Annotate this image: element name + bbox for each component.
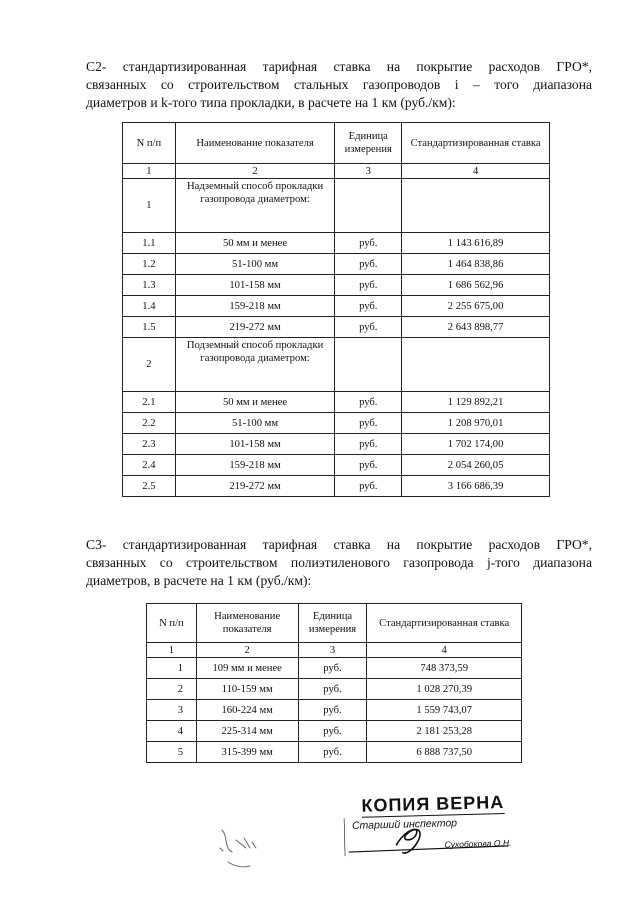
table-group-row <box>123 179 550 233</box>
c3-description <box>86 536 592 590</box>
row-name: 110-159 мм <box>196 679 298 700</box>
table-row <box>123 413 550 434</box>
table-header-row <box>123 123 550 164</box>
c2-rates-table <box>122 122 550 497</box>
index-cell: 3 <box>335 164 402 179</box>
row-unit: руб. <box>335 275 402 296</box>
row-name: 101-158 мм <box>175 275 335 296</box>
table-row <box>123 455 550 476</box>
stamp-role: Старший инспектор <box>351 817 458 832</box>
row-unit: руб. <box>335 254 402 275</box>
header-unit: Единица измерения <box>335 123 402 164</box>
row-num: 1.2 <box>123 254 176 275</box>
certification-stamp <box>343 792 513 858</box>
index-cell: 4 <box>367 643 522 658</box>
row-value: 6 888 737,50 <box>367 742 522 763</box>
c3-text-line-1: С3- стандартизированная тарифная ставка на покрытие расходов ГРО*, <box>86 537 592 552</box>
c3-text-line-3: диаметров, в расчете на 1 км (руб./км): <box>86 573 312 588</box>
row-unit: руб. <box>335 296 402 317</box>
row-value: 1 559 743,07 <box>367 700 522 721</box>
row-unit: руб. <box>298 679 367 700</box>
row-num: 3 <box>147 700 197 721</box>
c3-text-line-2: связанных со строительством полиэтиленового газопровода j-того диапазона <box>86 555 592 570</box>
row-name: 315-399 мм <box>196 742 298 763</box>
row-value: 1 208 970,01 <box>402 413 550 434</box>
index-cell: 2 <box>196 643 298 658</box>
empty-cell <box>402 338 550 392</box>
table-row <box>123 317 550 338</box>
table-index-row <box>147 643 522 658</box>
empty-cell <box>335 338 402 392</box>
row-name: 50 мм и менее <box>175 392 335 413</box>
group-num: 1 <box>123 179 176 233</box>
row-name: 101-158 мм <box>175 434 335 455</box>
row-num: 1.4 <box>123 296 176 317</box>
row-unit: руб. <box>335 434 402 455</box>
table-row <box>123 254 550 275</box>
c2-text-line-3: диаметров и k-того типа прокладки, в расчете на 1 км (руб./км): <box>86 95 456 110</box>
index-cell: 3 <box>298 643 367 658</box>
row-unit: руб. <box>335 233 402 254</box>
row-name: 160-224 мм <box>196 700 298 721</box>
table-row <box>123 233 550 254</box>
group-name: Подземный способ прокладки газопровода диаметром: <box>175 338 335 392</box>
row-name: 219-272 мм <box>175 317 335 338</box>
row-num: 2.1 <box>123 392 176 413</box>
row-num: 1.5 <box>123 317 176 338</box>
group-name: Надземный способ прокладки газопровода диаметром: <box>175 179 335 233</box>
c2-text-line-2: связанных со строительством стальных газопроводов i – того диапазона <box>86 77 592 92</box>
table-header-row <box>147 604 522 643</box>
c2-description <box>86 58 592 112</box>
table-row <box>147 700 522 721</box>
stamp-title: КОПИЯ ВЕРНА <box>361 791 505 816</box>
row-unit: руб. <box>335 455 402 476</box>
row-num: 2 <box>147 679 197 700</box>
row-num: 2.3 <box>123 434 176 455</box>
table-index-row <box>123 164 550 179</box>
scribble-mark-icon <box>214 818 270 878</box>
row-value: 1 028 270,39 <box>367 679 522 700</box>
row-name: 219-272 мм <box>175 476 335 497</box>
empty-cell <box>335 179 402 233</box>
row-num: 1 <box>147 658 197 679</box>
row-value: 2 054 260,05 <box>402 455 550 476</box>
row-name: 109 мм и менее <box>196 658 298 679</box>
index-cell: 1 <box>147 643 197 658</box>
header-name: Наименование показателя <box>175 123 335 164</box>
header-rate: Стандартизированная ставка <box>402 123 550 164</box>
row-value: 748 373,59 <box>367 658 522 679</box>
c2-text-line-1: С2- стандартизированная тарифная ставка на покрытие расходов ГРО*, <box>86 59 592 74</box>
table-row <box>123 275 550 296</box>
header-num: N п/п <box>123 123 176 164</box>
index-cell: 1 <box>123 164 176 179</box>
row-name: 159-218 мм <box>175 455 335 476</box>
row-num: 2.2 <box>123 413 176 434</box>
row-value: 1 686 562,96 <box>402 275 550 296</box>
row-name: 51-100 мм <box>175 413 335 434</box>
row-value: 2 181 253,28 <box>367 721 522 742</box>
c3-rates-table <box>146 603 522 763</box>
table-row <box>123 296 550 317</box>
row-unit: руб. <box>298 742 367 763</box>
row-unit: руб. <box>335 392 402 413</box>
row-value: 1 129 892,21 <box>402 392 550 413</box>
row-num: 1.3 <box>123 275 176 296</box>
row-unit: руб. <box>298 700 367 721</box>
group-num: 2 <box>123 338 176 392</box>
header-unit: Единица измерения <box>298 604 367 643</box>
row-num: 1.1 <box>123 233 176 254</box>
row-value: 1 702 174,00 <box>402 434 550 455</box>
row-value: 3 166 686,39 <box>402 476 550 497</box>
table-row <box>123 476 550 497</box>
table-row <box>147 742 522 763</box>
row-num: 4 <box>147 721 197 742</box>
row-unit: руб. <box>335 476 402 497</box>
row-name: 225-314 мм <box>196 721 298 742</box>
empty-cell <box>402 179 550 233</box>
header-name: Наименование показателя <box>196 604 298 643</box>
table-row <box>123 392 550 413</box>
table-row <box>123 434 550 455</box>
header-rate: Стандартизированная ставка <box>367 604 522 643</box>
row-num: 2.5 <box>123 476 176 497</box>
row-num: 5 <box>147 742 197 763</box>
stamp-name: Сухобокова О.Н. <box>444 837 512 850</box>
row-name: 51-100 мм <box>175 254 335 275</box>
table-group-row <box>123 338 550 392</box>
table-row <box>147 679 522 700</box>
row-unit: руб. <box>298 658 367 679</box>
table-row <box>147 721 522 742</box>
row-unit: руб. <box>335 413 402 434</box>
row-value: 1 464 838,86 <box>402 254 550 275</box>
row-num: 2.4 <box>123 455 176 476</box>
header-num: N п/п <box>147 604 197 643</box>
row-value: 2 643 898,77 <box>402 317 550 338</box>
row-name: 159-218 мм <box>175 296 335 317</box>
row-unit: руб. <box>335 317 402 338</box>
table-row <box>147 658 522 679</box>
row-value: 2 255 675,00 <box>402 296 550 317</box>
index-cell: 4 <box>402 164 550 179</box>
row-name: 50 мм и менее <box>175 233 335 254</box>
index-cell: 2 <box>175 164 335 179</box>
row-value: 1 143 616,89 <box>402 233 550 254</box>
row-unit: руб. <box>298 721 367 742</box>
